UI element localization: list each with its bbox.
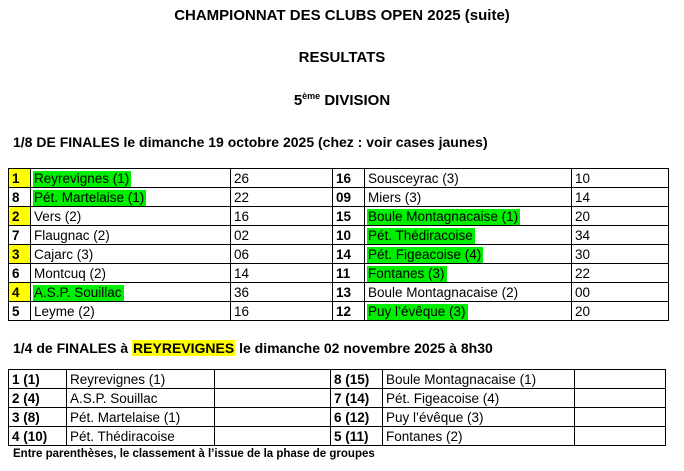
away-score-cell — [575, 370, 666, 389]
table-row — [9, 389, 666, 408]
table-row — [9, 427, 666, 446]
away-team-name: Boule Montagnacaise (2) — [368, 284, 519, 300]
away-team-cell — [365, 169, 572, 188]
away-team-cell: Pét. Figeacoise (4) — [383, 389, 575, 408]
home-team-cell: Pét. Martelaise (1) — [67, 408, 215, 427]
away-score-cell — [575, 408, 666, 427]
away-score-cell: 20 — [572, 302, 669, 321]
home-score-cell — [215, 370, 331, 389]
division-title — [0, 91, 684, 109]
home-team-name: Montcuq (2) — [34, 265, 107, 281]
away-team-cell — [365, 302, 572, 321]
home-seed-cell: 3 — [9, 245, 31, 264]
division-superscript: ème — [302, 91, 321, 101]
home-team-cell — [31, 188, 231, 207]
home-score-cell: 16 — [231, 302, 333, 321]
home-score-cell: 16 — [231, 207, 333, 226]
home-seed-cell: 4 (10) — [9, 427, 67, 446]
away-seed-cell: 16 — [333, 169, 365, 188]
away-score-cell: 10 — [572, 169, 669, 188]
home-score-cell: 36 — [231, 283, 333, 302]
footnote: Entre parenthèses, le classement à l’issue de la phase de groupes — [13, 448, 375, 460]
away-seed-cell: 13 — [333, 283, 365, 302]
table-row — [9, 264, 669, 283]
quarter-finals-heading-prefix: 1/4 de FINALES à — [13, 340, 133, 356]
away-team-cell — [365, 283, 572, 302]
home-team-name: Leyme (2) — [34, 303, 95, 319]
away-score-cell — [575, 389, 666, 408]
away-seed-cell: 7 (14) — [331, 389, 383, 408]
home-seed-cell: 6 — [9, 264, 31, 283]
away-seed-cell: 5 (11) — [331, 427, 383, 446]
table-row — [9, 245, 669, 264]
away-team-cell — [365, 226, 572, 245]
page-subtitle: RESULTATS — [298, 49, 386, 66]
home-team-cell — [31, 169, 231, 188]
home-score-cell: 26 — [231, 169, 333, 188]
away-team-name: Puy l’évêque (3) — [368, 303, 466, 319]
quarter-finals-venue: REYREVIGNES — [133, 340, 235, 356]
table-row — [9, 302, 669, 321]
away-seed-cell: 10 — [333, 226, 365, 245]
home-team-name: Cajarc (3) — [34, 246, 94, 262]
home-team-name: Reyrevignes (1) — [34, 170, 130, 186]
quarter-finals-heading-suffix: le dimanche 02 novembre 2025 à 8h30 — [235, 340, 493, 356]
division-label: DIVISION — [320, 92, 391, 109]
round-of-16-heading: 1/8 DE FINALES le dimanche 19 octobre 2025 (chez : voir cases jaunes) — [13, 134, 488, 150]
away-team-cell: Fontanes (2) — [383, 427, 575, 446]
away-team-cell — [365, 188, 572, 207]
home-score-cell: 14 — [231, 264, 333, 283]
away-score-cell: 34 — [572, 226, 669, 245]
home-score-cell — [215, 408, 331, 427]
home-team-cell — [31, 245, 231, 264]
away-seed-cell: 12 — [333, 302, 365, 321]
home-seed-cell: 5 — [9, 302, 31, 321]
away-team-name: Pét. Thédiracoise — [368, 227, 473, 243]
home-team-cell — [31, 283, 231, 302]
home-seed-cell: 1 (1) — [9, 370, 67, 389]
home-team-name: A.S.P. Souillac — [34, 284, 122, 300]
home-seed-cell: 3 (8) — [9, 408, 67, 427]
away-seed-cell: 8 (15) — [331, 370, 383, 389]
home-score-cell: 22 — [231, 188, 333, 207]
home-team-cell — [31, 264, 231, 283]
quarter-finals-heading — [13, 340, 493, 356]
away-team-cell: Puy l’évêque (3) — [383, 408, 575, 427]
away-team-name: Fontanes (3) — [368, 265, 445, 281]
table-row — [9, 408, 666, 427]
away-score-cell — [575, 427, 666, 446]
table-row — [9, 207, 669, 226]
home-score-cell: 02 — [231, 226, 333, 245]
home-team-cell: Reyrevignes (1) — [67, 370, 215, 389]
home-seed-cell: 7 — [9, 226, 31, 245]
home-score-cell: 06 — [231, 245, 333, 264]
away-team-name: Pét. Figeacoise (4) — [368, 246, 482, 262]
table-row — [9, 226, 669, 245]
away-team-cell: Boule Montagnacaise (1) — [383, 370, 575, 389]
home-team-cell — [31, 302, 231, 321]
away-team-cell — [365, 207, 572, 226]
away-seed-cell: 09 — [333, 188, 365, 207]
home-seed-cell: 2 (4) — [9, 389, 67, 408]
home-seed-cell: 2 — [9, 207, 31, 226]
away-seed-cell: 11 — [333, 264, 365, 283]
quarter-finals-table — [8, 369, 666, 446]
away-score-cell: 30 — [572, 245, 669, 264]
home-team-name: Vers (2) — [34, 208, 82, 224]
away-seed-cell: 6 (12) — [331, 408, 383, 427]
home-team-cell: A.S.P. Souillac — [67, 389, 215, 408]
away-seed-cell: 15 — [333, 207, 365, 226]
home-score-cell — [215, 389, 331, 408]
away-team-name: Boule Montagnacaise (1) — [368, 208, 519, 224]
home-team-cell: Pét. Thédiracoise — [67, 427, 215, 446]
table-row — [9, 283, 669, 302]
away-team-name: Sousceyrac (3) — [368, 170, 459, 186]
home-team-name: Pét. Martelaise (1) — [34, 189, 145, 205]
home-team-cell — [31, 226, 231, 245]
away-seed-cell: 14 — [333, 245, 365, 264]
table-row — [9, 370, 666, 389]
away-team-name: Miers (3) — [368, 189, 422, 205]
home-seed-cell: 1 — [9, 169, 31, 188]
home-score-cell — [215, 427, 331, 446]
table-row — [9, 169, 669, 188]
away-score-cell: 00 — [572, 283, 669, 302]
round-of-16-table — [8, 168, 669, 321]
away-score-cell: 20 — [572, 207, 669, 226]
away-score-cell: 14 — [572, 188, 669, 207]
page-title: CHAMPIONNAT DES CLUBS OPEN 2025 (suite) — [174, 7, 510, 24]
table-row — [9, 188, 669, 207]
home-team-name: Flaugnac (2) — [34, 227, 110, 243]
home-seed-cell: 8 — [9, 188, 31, 207]
home-team-cell — [31, 207, 231, 226]
away-team-cell — [365, 245, 572, 264]
away-score-cell: 22 — [572, 264, 669, 283]
home-seed-cell: 4 — [9, 283, 31, 302]
division-number: 5 — [293, 92, 303, 109]
away-team-cell — [365, 264, 572, 283]
